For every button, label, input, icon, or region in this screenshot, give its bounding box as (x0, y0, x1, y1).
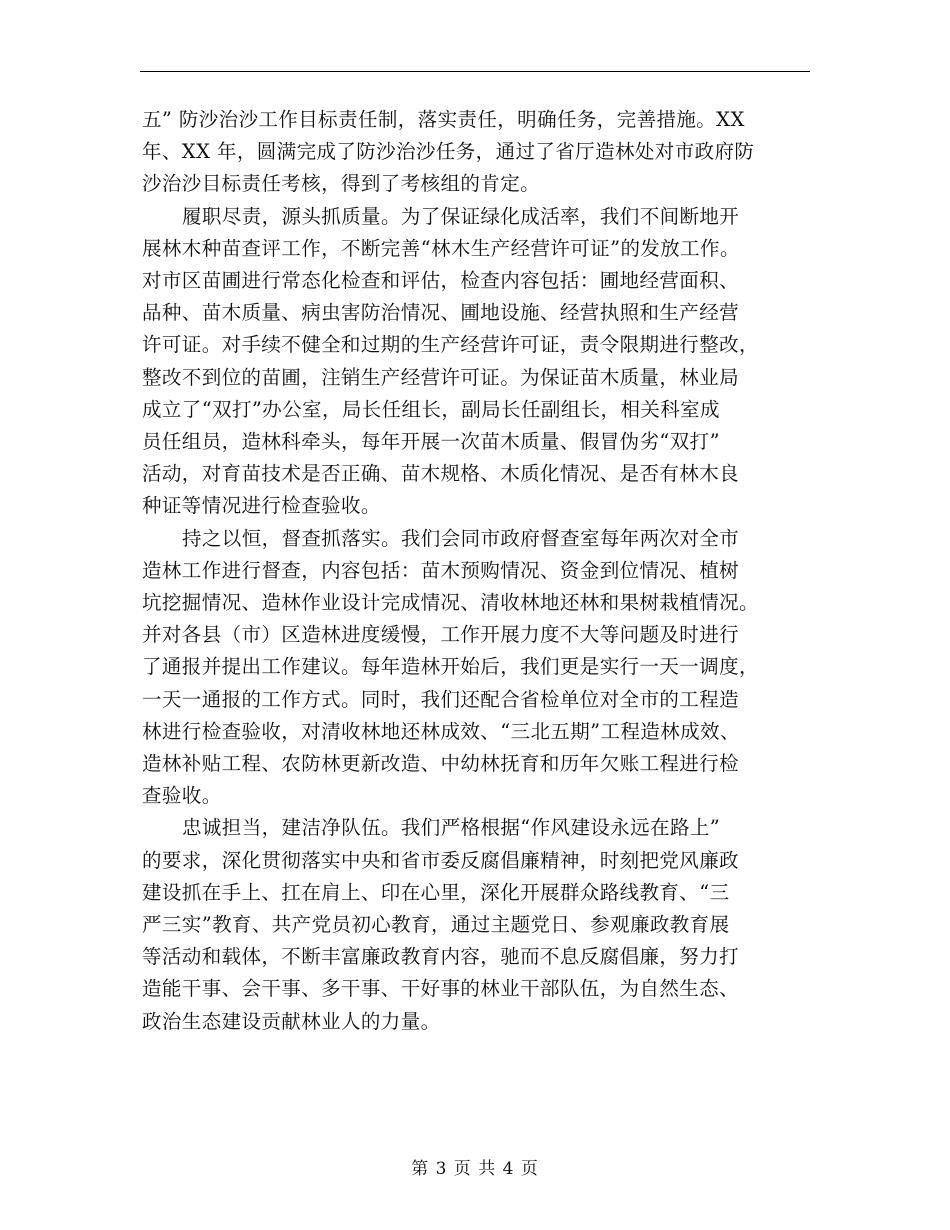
text-line: 展林木种苗查评工作，不断完善“林木生产经营许可证”的发放工作。 (142, 236, 740, 260)
text-line: 严三实”教育、共产党员初心教育，通过主题党日、参观廉政教育展 (142, 913, 730, 937)
text-line: 坑挖掘情况、造林作业设计完成情况、清收林地还林和果树栽植情况。 (142, 591, 759, 615)
header-rule (140, 71, 810, 72)
paragraph (142, 201, 810, 523)
text-line: 对市区苗圃进行常态化检查和评估，检查内容包括：圃地经营面积、 (142, 269, 740, 293)
document-body (142, 104, 810, 1038)
text-line: 林进行检查验收，对清收林地还林成效、“三北五期”工程造林成效、 (142, 719, 740, 743)
text-line: 等活动和载体，不断丰富廉政教育内容，驰而不息反腐倡廉，努力打 (142, 945, 740, 969)
text-line: 许可证。对手续不健全和过期的生产经营许可证，责令限期进行整改， (142, 333, 759, 357)
text-line: 造林补贴工程、农防林更新改造、中幼林抚育和历年欠账工程进行检 (142, 752, 740, 776)
text-line: 履职尽责，源头抓质量。为了保证绿化成活率，我们不间断地开 (182, 204, 740, 228)
text-line: 整改不到位的苗圃，注销生产经营许可证。为保证苗木质量，林业局 (142, 365, 740, 389)
paragraph (142, 812, 810, 1037)
paragraph (142, 523, 810, 813)
text-line: 五” 防沙治沙工作目标责任制，落实责任，明确任务，完善措施。XX (142, 108, 745, 131)
text-line: 造林工作进行督查，内容包括：苗木预购情况、资金到位情况、植树 (142, 558, 740, 582)
text-line: 年、XX 年，圆满完成了防沙治沙任务，通过了省厅造林处对市政府防 (142, 140, 755, 164)
text-line: 沙治沙目标责任考核，得到了考核组的肯定。 (142, 172, 541, 196)
text-line: 一天一通报的工作方式。同时，我们还配合省检单位对全市的工程造 (142, 687, 740, 711)
text-line: 品种、苗木质量、病虫害防治情况、圃地设施、经营执照和生产经营 (142, 301, 740, 325)
text-line: 忠诚担当，建洁净队伍。我们严格根据“作风建设永远在路上” (182, 816, 721, 840)
text-line: 建设抓在手上、扛在肩上、印在心里，深化开展群众路线教育、“三 (142, 880, 730, 904)
text-line: 查验收。 (142, 784, 222, 808)
text-line: 并对各县（市）区造林进度缓慢，工作开展力度不大等问题及时进行 (142, 623, 740, 647)
text-line: 成立了“双打”办公室，局长任组长，副局长任副组长，相关科室成 (142, 397, 720, 421)
page-number-footer: 第 3 页 共 4 页 (411, 1159, 539, 1179)
text-line: 活动，对育苗技术是否正确、苗木规格、木质化情况、是否有林木良 (142, 462, 740, 486)
text-line: 员任组员，造林科牵头，每年开展一次苗木质量、假冒伪劣“双打” (142, 430, 720, 454)
text-line: 持之以恒，督查抓落实。我们会同市政府督查室每年两次对全市 (182, 526, 740, 550)
text-line: 种证等情况进行检查验收。 (142, 494, 381, 518)
text-line: 造能干事、会干事、多干事、干好事的林业干部队伍，为自然生态、 (142, 977, 740, 1001)
text-line: 的要求，深化贯彻落实中央和省市委反腐倡廉精神，时刻把党风廉政 (142, 848, 740, 872)
text-line: 了通报并提出工作建议。每年造林开始后，我们更是实行一天一调度， (142, 655, 759, 679)
text-line: 政治生态建设贡献林业人的力量。 (142, 1009, 441, 1033)
paragraph (142, 104, 810, 201)
